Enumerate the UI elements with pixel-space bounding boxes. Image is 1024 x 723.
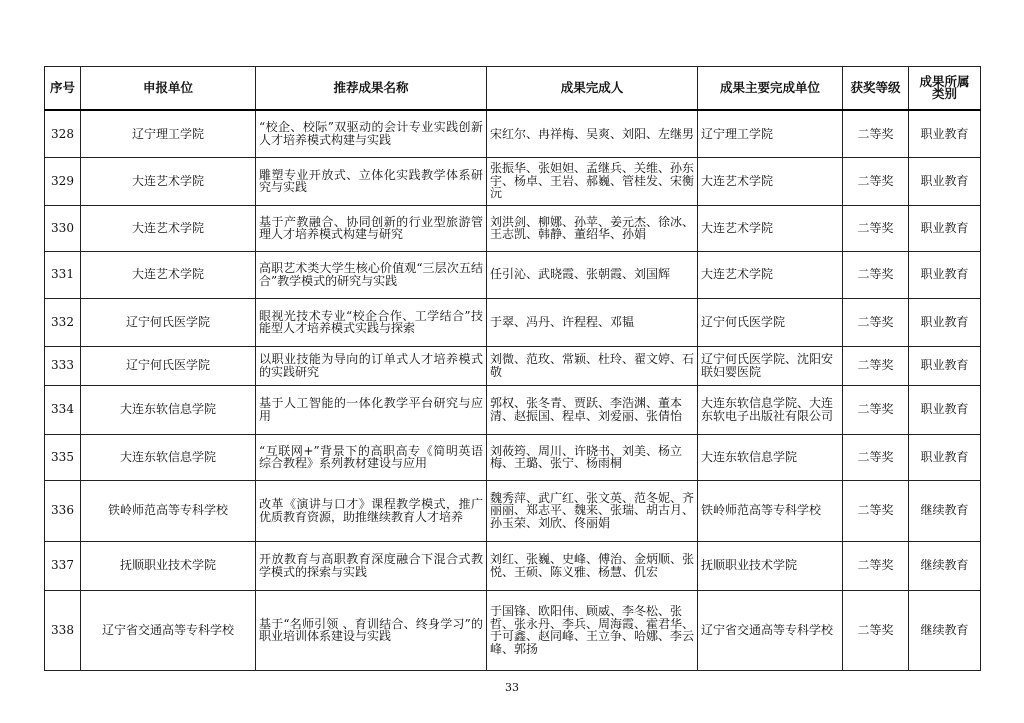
cell-main-unit: 抚顺职业技术学院 — [698, 541, 843, 590]
cell-people: 刘红、张巍、史峰、傅治、金炳顺、张悦、王硕、陈义雅、杨慧、仉宏 — [487, 541, 698, 590]
page-number: 33 — [505, 681, 519, 694]
table-row — [45, 251, 981, 298]
cell-unit: 大连艺术学院 — [81, 251, 256, 298]
cell-title: “校企、校际”双驱动的会计专业实践创新人才培养模式构建与实践 — [256, 110, 487, 157]
cell-award: 二等奖 — [843, 434, 909, 480]
header-title: 推荐成果名称 — [256, 67, 487, 111]
header-unit: 申报单位 — [81, 67, 256, 111]
header-row — [45, 67, 981, 111]
cell-title: 基于“名师引领 、育训结合、终身学习”的职业培训体系建设与实践 — [256, 590, 487, 670]
cell-title: 开放教育与高职教育深度融合下混合式教学模式的探索与实践 — [256, 541, 487, 590]
header-main-unit: 成果主要完成单位 — [698, 67, 843, 111]
cell-unit: 大连东软信息学院 — [81, 434, 256, 480]
cell-category: 职业教育 — [909, 205, 981, 251]
cell-award: 二等奖 — [843, 590, 909, 670]
cell-unit: 大连艺术学院 — [81, 157, 256, 205]
cell-no: 333 — [45, 346, 81, 385]
cell-title: “互联网+”背景下的高职高专《简明英语综合教程》系列教材建设与应用 — [256, 434, 487, 480]
cell-title: 高职艺术类大学生核心价值观“三层次五结合”教学模式的研究与实践 — [256, 251, 487, 298]
cell-people: 魏秀萍、武广红、张文英、范冬妮、齐丽丽、郑志平、魏来、张瑞、胡古月、孙玉荣、刘欣、佟丽娟 — [487, 480, 698, 541]
cell-title: 基于人工智能的一体化教学平台研究与应用 — [256, 385, 487, 434]
cell-category: 职业教育 — [909, 157, 981, 205]
cell-unit: 辽宁何氏医学院 — [81, 346, 256, 385]
cell-category: 继续教育 — [909, 480, 981, 541]
cell-title: 眼视光技术专业“校企合作、工学结合”技能型人才培养模式实践与探索 — [256, 298, 487, 346]
cell-people: 刘微、范玫、常颖、杜玲、翟文婷、石敬 — [487, 346, 698, 385]
table-row — [45, 157, 981, 205]
table-row — [45, 434, 981, 480]
header-category — [909, 67, 981, 111]
cell-people: 张振华、张妲妲、孟继兵、关维、孙东宇、杨卓、王岩、郝巍、管桂发、宋衡沅 — [487, 157, 698, 205]
cell-award: 二等奖 — [843, 110, 909, 157]
cell-title: 雕塑专业开放式、立体化实践教学体系研究与实践 — [256, 157, 487, 205]
cell-no: 329 — [45, 157, 81, 205]
cell-category: 职业教育 — [909, 251, 981, 298]
cell-main-unit: 辽宁何氏医学院 — [698, 298, 843, 346]
cell-unit: 大连东软信息学院 — [81, 385, 256, 434]
cell-main-unit: 大连艺术学院 — [698, 157, 843, 205]
cell-people: 郭权、张冬青、贾跃、李浩渊、董本清、赵振国、程卓、刘爱丽、张倩怡 — [487, 385, 698, 434]
cell-title: 基于产教融合、协同创新的行业型旅游管理人才培养模式构建与研究 — [256, 205, 487, 251]
table-body — [45, 110, 981, 670]
cell-award: 二等奖 — [843, 541, 909, 590]
cell-no: 332 — [45, 298, 81, 346]
cell-unit: 大连艺术学院 — [81, 205, 256, 251]
cell-main-unit: 辽宁理工学院 — [698, 110, 843, 157]
cell-award: 二等奖 — [843, 480, 909, 541]
cell-no: 335 — [45, 434, 81, 480]
cell-award: 二等奖 — [843, 298, 909, 346]
cell-unit: 抚顺职业技术学院 — [81, 541, 256, 590]
table-row — [45, 346, 981, 385]
cell-main-unit: 大连艺术学院 — [698, 205, 843, 251]
cell-category: 继续教育 — [909, 541, 981, 590]
awards-table — [44, 66, 981, 671]
cell-no: 338 — [45, 590, 81, 670]
cell-people: 于国锋、欧阳伟、顾威、李冬松、张哲、张永丹、李兵、周海霞、霍君华、于可鑫、赵同峰、王立争、哈娜、李云峰、郭扬 — [487, 590, 698, 670]
table-row — [45, 110, 981, 157]
cell-people: 宋红尔、冉祥梅、吴爽、刘阳、左继男 — [487, 110, 698, 157]
cell-no: 331 — [45, 251, 81, 298]
cell-unit: 铁岭师范高等专科学校 — [81, 480, 256, 541]
cell-people: 刘莜筠、周川、许晓书、刘美、杨立梅、王璐、张宁、杨雨桐 — [487, 434, 698, 480]
cell-category: 职业教育 — [909, 346, 981, 385]
table-row — [45, 385, 981, 434]
cell-unit: 辽宁省交通高等专科学校 — [81, 590, 256, 670]
cell-award: 二等奖 — [843, 385, 909, 434]
cell-award: 二等奖 — [843, 205, 909, 251]
cell-title: 以职业技能为导向的订单式人才培养模式的实践研究 — [256, 346, 487, 385]
header-award: 获奖等级 — [843, 67, 909, 111]
table-row — [45, 205, 981, 251]
cell-no: 330 — [45, 205, 81, 251]
cell-no: 328 — [45, 110, 81, 157]
cell-title: 改革《演讲与口才》课程教学模式，推广优质教育资源，助推继续教育人才培养 — [256, 480, 487, 541]
cell-main-unit: 大连东软信息学院 — [698, 434, 843, 480]
cell-no: 337 — [45, 541, 81, 590]
cell-unit: 辽宁理工学院 — [81, 110, 256, 157]
header-people: 成果完成人 — [487, 67, 698, 111]
table-row — [45, 541, 981, 590]
cell-main-unit: 大连艺术学院 — [698, 251, 843, 298]
cell-no: 334 — [45, 385, 81, 434]
cell-category: 职业教育 — [909, 434, 981, 480]
cell-category: 继续教育 — [909, 590, 981, 670]
cell-award: 二等奖 — [843, 157, 909, 205]
cell-award: 二等奖 — [843, 346, 909, 385]
table-row — [45, 590, 981, 670]
cell-unit: 辽宁何氏医学院 — [81, 298, 256, 346]
cell-no: 336 — [45, 480, 81, 541]
cell-main-unit: 大连东软信息学院、大连东软电子出版社有限公司 — [698, 385, 843, 434]
table-row — [45, 480, 981, 541]
cell-main-unit: 辽宁何氏医学院、沈阳安联妇婴医院 — [698, 346, 843, 385]
table-row — [45, 298, 981, 346]
cell-category: 职业教育 — [909, 110, 981, 157]
cell-category: 职业教育 — [909, 385, 981, 434]
cell-main-unit: 辽宁省交通高等专科学校 — [698, 590, 843, 670]
header-no: 序号 — [45, 67, 81, 111]
cell-main-unit: 铁岭师范高等专科学校 — [698, 480, 843, 541]
cell-award: 二等奖 — [843, 251, 909, 298]
header-category-text: 成果所属类别 — [919, 73, 970, 101]
cell-people: 刘洪剑、柳娜、孙苹、姜元杰、徐冰、王志凯、韩静、董绍华、孙娟 — [487, 205, 698, 251]
cell-people: 于翠、冯丹、许程程、邓韫 — [487, 298, 698, 346]
cell-people: 任引沁、武晓霞、张朝霞、刘国辉 — [487, 251, 698, 298]
cell-category: 职业教育 — [909, 298, 981, 346]
